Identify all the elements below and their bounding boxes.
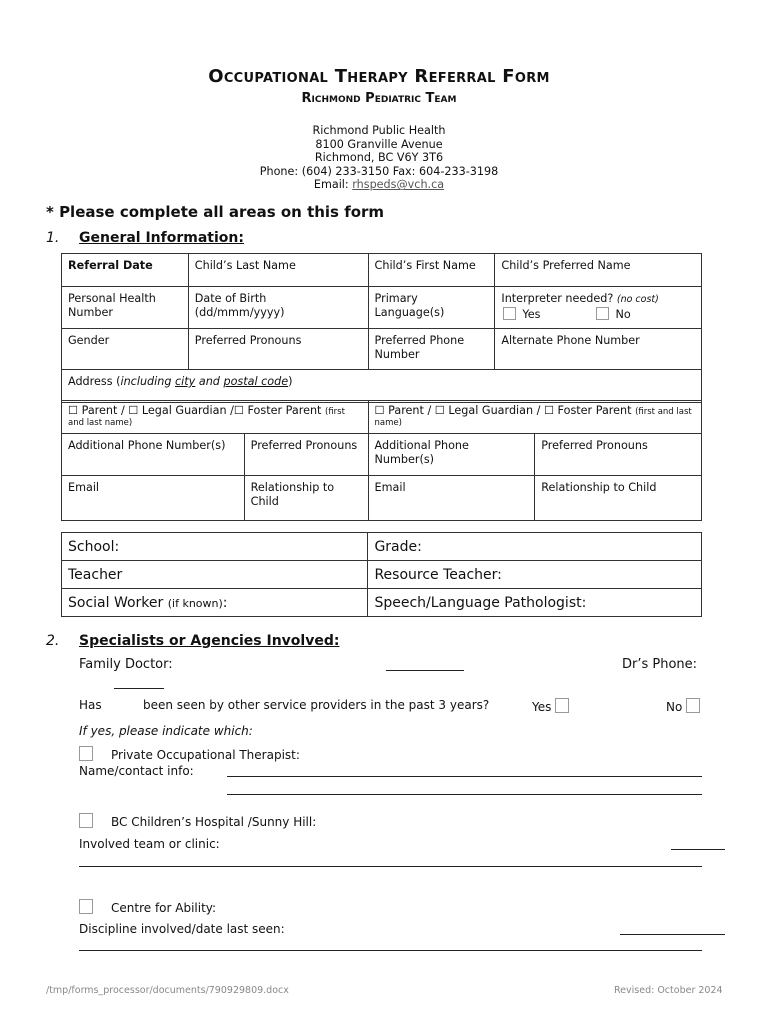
guardian2-pronouns-cell[interactable]: Preferred Pronouns	[535, 434, 702, 476]
footer-revised: Revised: October 2024	[614, 985, 723, 996]
primary-language-cell[interactable]: Primary Language(s)	[368, 287, 495, 329]
if-yes-note: If yes, please indicate which:	[79, 724, 253, 738]
seen-yes-checkbox[interactable]	[555, 698, 569, 713]
section2-number: 2.	[46, 633, 60, 649]
address-cell[interactable]: Address (including city and postal code)	[62, 370, 702, 403]
interpreter-yes-checkbox[interactable]	[503, 307, 516, 320]
discipline-label: Discipline involved/date last seen:	[79, 922, 285, 936]
involved-team-line-2[interactable]	[79, 866, 702, 867]
email-link[interactable]: rhspeds@vch.ca	[352, 178, 445, 192]
footer-path: /tmp/forms_processor/documents/790929809.docx	[46, 985, 289, 996]
discipline-line-2[interactable]	[79, 950, 702, 951]
social-worker-cell[interactable]: Social Worker (if known):	[62, 589, 368, 617]
name-contact-line[interactable]	[227, 776, 702, 777]
involved-team-line[interactable]	[671, 849, 725, 850]
last-name-cell[interactable]: Child’s Last Name	[188, 254, 368, 287]
section1-title: General Information:	[79, 230, 244, 246]
centre-ability-checkbox[interactable]	[79, 899, 93, 914]
centre-ability-row: Centre for Ability:	[79, 899, 216, 915]
city-address: Richmond, BC V6Y 3T6	[314, 151, 444, 165]
email-label: Email:	[313, 178, 353, 192]
name-contact-line-2[interactable]	[227, 794, 702, 795]
guardian2-relationship-cell[interactable]: Relationship to Child	[535, 476, 702, 521]
family-doctor-line[interactable]	[386, 670, 464, 671]
alternate-phone-cell[interactable]: Alternate Phone Number	[495, 329, 702, 370]
seen-no-checkbox[interactable]	[686, 698, 700, 713]
seen-no: No	[666, 698, 706, 714]
form-subtitle: Richmond Pediatric Team	[301, 91, 457, 106]
phone-fax: Phone: (604) 233-3150 Fax: 604-233-3198	[259, 164, 499, 178]
email-line	[0, 178, 758, 192]
school-cell[interactable]: School:	[62, 533, 368, 561]
private-ot-row: Private Occupational Therapist:	[79, 746, 300, 762]
guardian1-cell[interactable]: ☐ Parent / ☐ Legal Guardian /☐ Foster Parent (first and last name)	[62, 401, 369, 434]
org-name: Richmond Public Health	[312, 124, 446, 137]
interpreter-cell: Interpreter needed? (no cost) Yes No	[495, 287, 702, 329]
referral-date-cell[interactable]: Referral Date	[62, 254, 189, 287]
phn-cell[interactable]: Personal Health Number	[62, 287, 189, 329]
seen-by-text: been seen by other service providers in the past 3 years?	[143, 698, 490, 712]
private-ot-checkbox[interactable]	[79, 746, 93, 761]
name-contact-label: Name/contact info:	[79, 764, 194, 778]
interpreter-no-checkbox[interactable]	[596, 307, 609, 320]
first-name-cell[interactable]: Child’s First Name	[368, 254, 495, 287]
grade-cell[interactable]: Grade:	[368, 533, 702, 561]
gender-cell[interactable]: Gender	[62, 329, 189, 370]
teacher-cell[interactable]: Teacher	[62, 561, 368, 589]
complete-all-note: * Please complete all areas on this form	[46, 203, 385, 221]
guardian2-phone-cell[interactable]: Additional Phone Number(s)	[368, 434, 535, 476]
resource-teacher-cell[interactable]: Resource Teacher:	[368, 561, 702, 589]
has-label: Has	[79, 698, 102, 712]
guardian2-cell[interactable]: ☐ Parent / ☐ Legal Guardian / ☐ Foster Parent (first and last name)	[368, 401, 701, 434]
preferred-phone-cell[interactable]: Preferred Phone Number	[368, 329, 495, 370]
involved-team-label: Involved team or clinic:	[79, 837, 220, 851]
slp-cell[interactable]: Speech/Language Pathologist:	[368, 589, 702, 617]
dr-phone-label: Dr’s Phone:	[622, 657, 698, 672]
preferred-name-cell[interactable]: Child’s Preferred Name	[495, 254, 702, 287]
pronouns-cell[interactable]: Preferred Pronouns	[188, 329, 368, 370]
guardian2-email-cell[interactable]: Email	[368, 476, 535, 521]
general-info-table	[61, 253, 702, 403]
dr-phone-line[interactable]	[114, 688, 164, 689]
form-title: Occupational Therapy Referral Form	[208, 66, 550, 87]
guardian1-phone-cell[interactable]: Additional Phone Number(s)	[62, 434, 245, 476]
contact-block	[0, 124, 758, 192]
guardian-table	[61, 400, 702, 521]
guardian1-email-cell[interactable]: Email	[62, 476, 245, 521]
guardian1-pronouns-cell[interactable]: Preferred Pronouns	[244, 434, 368, 476]
dob-cell[interactable]: Date of Birth (dd/mmm/yyyy)	[188, 287, 368, 329]
section1-number: 1.	[46, 230, 60, 246]
family-doctor-label: Family Doctor:	[79, 657, 173, 672]
school-table	[61, 532, 702, 617]
guardian1-relationship-cell[interactable]: Relationship to Child	[244, 476, 368, 521]
bc-childrens-row: BC Children’s Hospital /Sunny Hill:	[79, 813, 316, 829]
seen-yes: Yes	[532, 698, 575, 714]
section2-title: Specialists or Agencies Involved:	[79, 633, 340, 649]
bc-childrens-checkbox[interactable]	[79, 813, 93, 828]
discipline-line[interactable]	[620, 934, 725, 935]
street-address: 8100 Granville Avenue	[315, 137, 443, 151]
